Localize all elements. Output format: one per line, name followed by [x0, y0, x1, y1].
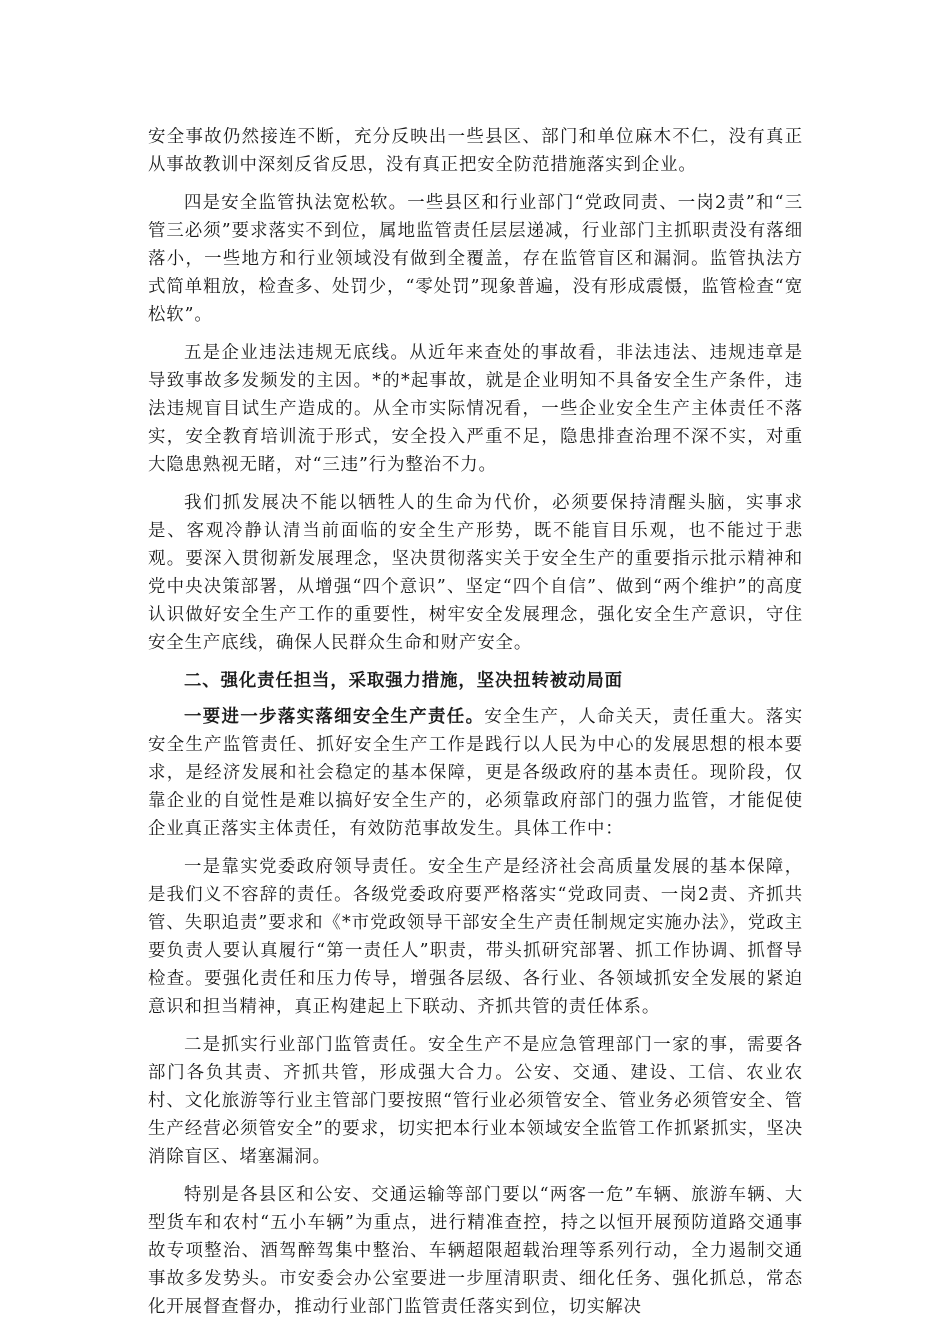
section-heading: 二、强化责任担当，采取强力措施，坚决扭转被动局面 — [184, 671, 623, 691]
paragraph-continued: 安全事故仍然接连不断，充分反映出一些县区、部门和单位麻木不仁，没有真正从事故教训中深刻反省反思，没有真正把安全防范措施落实到企业。 — [148, 127, 803, 175]
document-body — [148, 123, 803, 1331]
paragraph-point-four: 四是安全监管执法宽松软。一些县区和行业部门“党政同责、一岗2责”和“三管三必须”要求落实不到位，属地监管责任层层递减，行业部门主抓职责没有落细落小，一些地方和行业领域没有做到全覆盖，存在监管盲区和漏洞。监管执法方式简单粗放，检查多、处罚少，“零处罚”现象普遍，没有形成震慑，监管检查“宽松软”。 — [148, 193, 803, 325]
paragraph-summary: 我们抓发展决不能以牺牲人的生命为代价，必须要保持清醒头脑，实事求是、客观冷静认清当前面临的安全生产形势，既不能盲目乐观，也不能过于悲观。要深入贯彻新发展理念，坚决贯彻落实关于安全生产的重要指示批示精神和党中央决策部署，从增强“四个意识”、坚定“四个自信”、做到“两个维护”的高度认识做好安全生产工作的重要性，树牢安全发展理念，强化安全生产意识，守住安全生产底线，确保人民群众生命和财产安全。 — [148, 493, 803, 653]
paragraph-party-leadership: 一是靠实党委政府领导责任。安全生产是经济社会高质量发展的基本保障，是我们义不容辞的责任。各级党委政府要严格落实“党政同责、一岗2责、齐抓共管、失职追责”要求和《*市党政领导干部安全生产责任制规定实施办法》，党政主要负责人要认真履行“第一责任人”职责，带头抓研究部署、抓工作协调、抓督导检查。要强化责任和压力传导，增强各层级、各行业、各领域抓安全发展的紧迫意识和担当精神，真正构建起上下联动、齐抓共管的责任体系。 — [148, 857, 803, 1017]
paragraph-department-supervision: 二是抓实行业部门监管责任。安全生产不是应急管理部门一家的事，需要各部门各负其责、齐抓共管，形成强大合力。公安、交通、建设、工信、农业农村、文化旅游等行业主管部门要按照“管行业必须管安全、管业务必须管安全、管生产经营必须管安全”的要求，切实把本行业本领域安全监管工作抓紧抓实，坚决消除盲区、堵塞漏洞。 — [148, 1035, 803, 1167]
paragraph-responsibility — [148, 703, 803, 843]
paragraph-responsibility-body: 安全生产，人命关天，责任重大。落实安全生产监管责任、抓好安全生产工作是践行以人民为中心的发展思想的根本要求，是经济发展和社会稳定的基本保障，更是各级政府的基本责任。现阶段，仅靠企业的自觉性是难以搞好安全生产的，必须靠政府部门的强力监管，才能促使企业真正落实主体责任，有效防范事故发生。具体工作中： — [148, 707, 803, 839]
paragraph-point-five: 五是企业违法违规无底线。从近年来查处的事故看，非法违法、违规违章是导致事故多发频发的主因。*的*起事故，就是企业明知不具备安全生产条件，违法违规盲目试生产造成的。从全市实际情况看，一些企业安全生产主体责任不落实，安全教育培训流于形式，安全投入严重不足，隐患排查治理不深不实，对重大隐患熟视无睹，对“三违”行为整治不力。 — [148, 343, 803, 475]
paragraph-lead-bold: 一要进一步落实落细安全生产责任。 — [184, 707, 485, 727]
paragraph-traffic-safety: 特别是各县区和公安、交通运输等部门要以“两客一危”车辆、旅游车辆、大型货车和农村“五小车辆”为重点，进行精准查控，持之以恒开展预防道路交通事故专项整治、酒驾醉驾集中整治、车辆超限超载治理等系列行动，全力遏制交通事故多发势头。市安委会办公室要进一步厘清职责、细化任务、强化抓总，常态化开展督查督办，推动行业部门监管责任落实到位，切实解决 — [148, 1185, 803, 1317]
